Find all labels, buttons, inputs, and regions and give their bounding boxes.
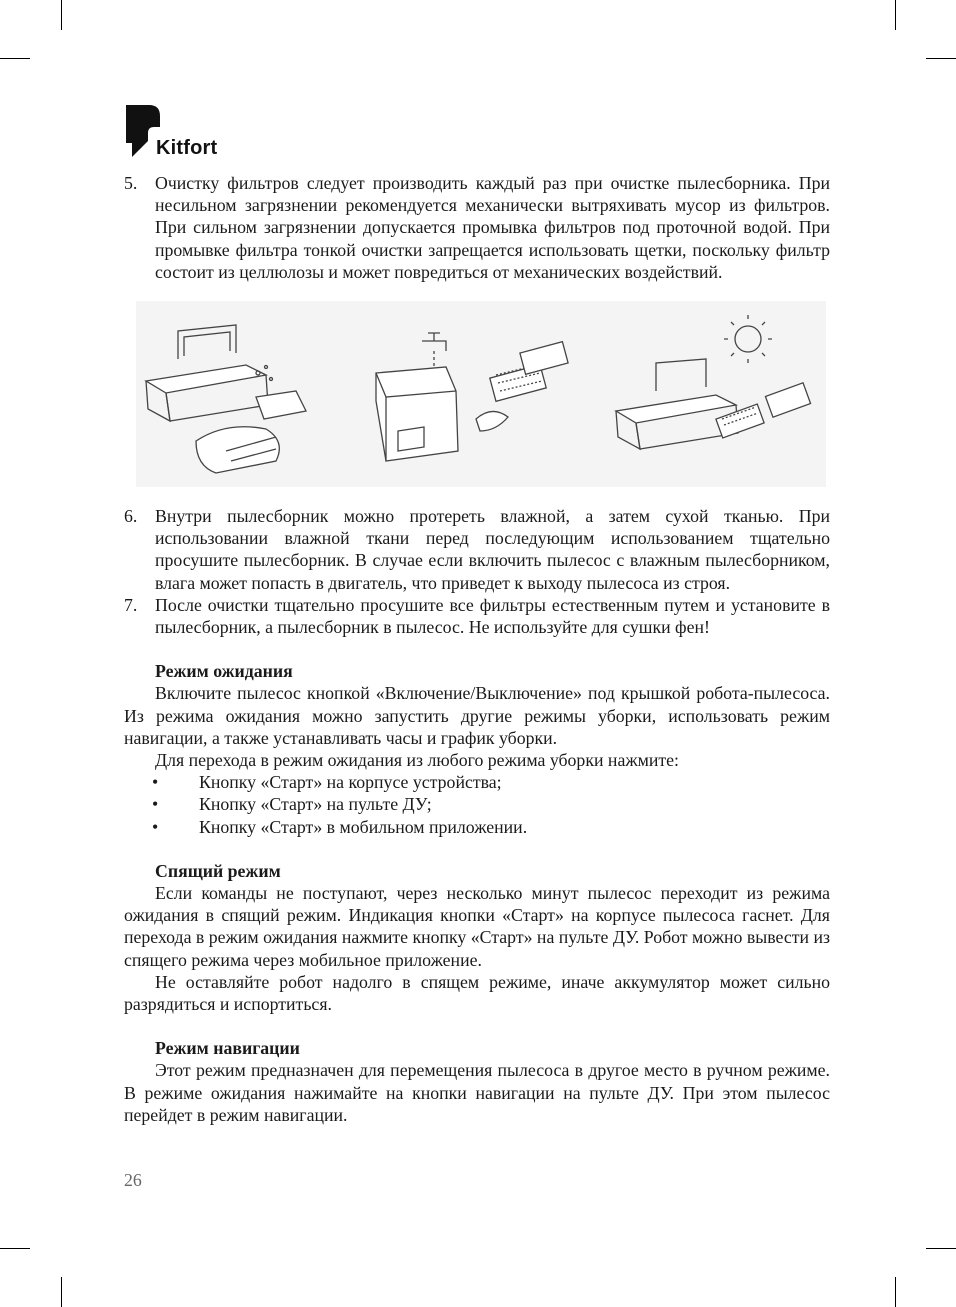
page-content <box>124 172 830 1126</box>
list-item <box>124 771 830 793</box>
crop-mark <box>0 1248 30 1249</box>
item-text: Очистку фильтров следует производить каждый раз при очистке пылесборника. При несильном загрязнении рекомендуется механически вытряхивать мусор из фильтров. При сильном загрязнении допускается промывка фильтров под проточной водой. При промывке фильтра тонкой очистки запрещается использовать щетки, поскольку фильтр состоит из целлюлозы и может повредиться от механических воздействий. <box>155 173 830 282</box>
crop-mark <box>926 58 956 59</box>
item-number: 5. <box>124 173 138 193</box>
sleep-heading: Спящий режим <box>155 860 281 881</box>
crop-mark <box>0 58 30 59</box>
brand-name: Kitfort <box>156 137 218 159</box>
standby-heading: Режим ожидания <box>155 661 293 682</box>
crop-mark <box>61 0 62 30</box>
bullet-text: Кнопку «Старт» на пульте ДУ; <box>199 794 432 815</box>
navigation-heading: Режим навигации <box>155 1038 300 1059</box>
item-number: 7. <box>124 594 138 615</box>
list-item-7 <box>124 594 830 638</box>
sleep-paragraph-2: Не оставляйте робот надолго в спящем режиме, иначе аккумулятор может сильно разрядиться и испортиться. <box>124 971 830 1015</box>
navigation-paragraph-1: Этот режим предназначен для перемещения пылесоса в другое место в ручном режиме. В режиме ожидания нажимайте на кнопки навигации на пульте ДУ. При этом пылесос перейдет в режим навигации. <box>124 1060 830 1125</box>
crop-mark <box>61 1277 62 1307</box>
crop-mark <box>895 1277 896 1307</box>
bullet-icon: • <box>152 772 159 793</box>
crop-mark <box>926 1248 956 1249</box>
list-item <box>124 816 830 838</box>
list-item <box>124 793 830 815</box>
filter-cleaning-illustration <box>124 301 830 493</box>
crop-mark <box>895 0 896 30</box>
list-item-5 <box>124 172 830 283</box>
kitfort-logo-icon <box>126 105 160 157</box>
item-number: 6. <box>124 506 138 527</box>
standby-paragraph-1: Включите пылесос кнопкой «Включение/Выключение» под крышкой робота-пылесоса. Из режима ожидания можно запустить другие режимы уборки, использовать режим навигации, а также устанавливать часы и график уборки. <box>124 683 830 748</box>
brand-logo <box>126 105 266 165</box>
bullet-icon: • <box>152 816 159 837</box>
item-text: Внутри пылесборник можно протереть влажной, а затем сухой тканью. При использовании влажной ткани перед последующим использованием тщательно просушите пылесборник. В случае если включить пылесос с влажным пылесборником, влага может попасть в двигатель, что приведет к выходу пылесоса из строя. <box>155 506 830 593</box>
illustration-svg <box>136 301 826 487</box>
sleep-paragraph-1: Если команды не поступают, через несколько минут пылесос переходит из режима ожидания в спящий режим. Индикация кнопки «Старт» на корпусе пылесоса гаснет. Для перехода в режим ожидания нажмите кнопку «Старт» на пульте ДУ. Робот можно вывести из спящего режима через мобильное приложение. <box>124 883 830 970</box>
page-number: 26 <box>124 1170 142 1190</box>
bullet-text: Кнопку «Старт» в мобильном приложении. <box>199 816 528 837</box>
bullet-icon: • <box>152 794 159 815</box>
item-text: После очистки тщательно просушите все фильтры естественным путем и установите в пылесборник, а пылесборник в пылесос. Не используйте для сушки фен! <box>155 594 830 638</box>
standby-paragraph-2: Для перехода в режим ожидания из любого режима уборки нажмите: <box>155 750 679 771</box>
list-item-6 <box>124 505 830 594</box>
bullet-text: Кнопку «Старт» на корпусе устройства; <box>199 772 502 793</box>
